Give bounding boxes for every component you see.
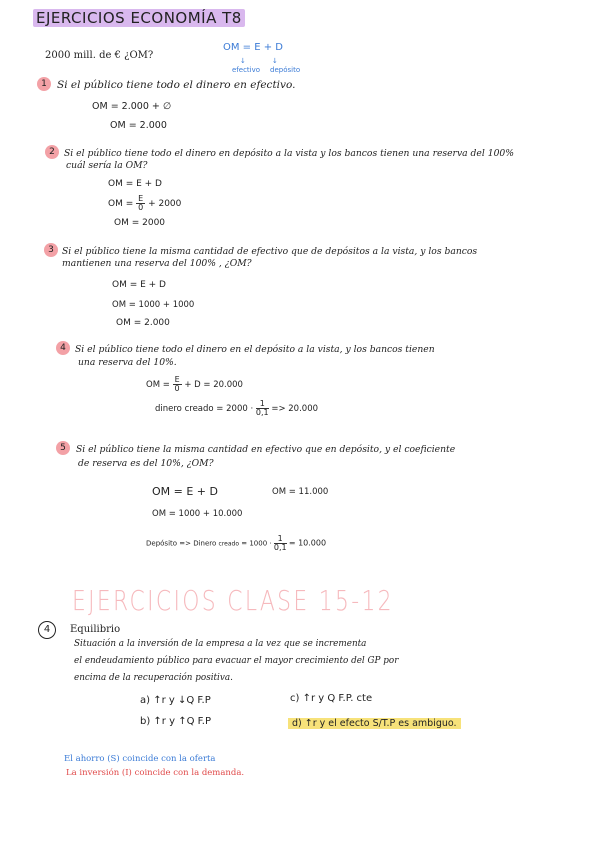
exercise-3-eq1: OM = E + D <box>112 280 166 290</box>
intro-line: 2000 mill. de € ¿OM? <box>45 50 154 61</box>
fraction-numerator: 1 <box>274 535 287 544</box>
fraction-numerator: E <box>138 194 144 203</box>
fraction-numerator: E <box>174 375 180 384</box>
note-inversion: La inversión (I) coincide con la demanda. <box>66 768 245 778</box>
exercise-number-badge: 5 <box>56 441 70 455</box>
exercise-number-badge: 1 <box>37 77 51 91</box>
exercise-1-eq1: OM = 2.000 + ∅ <box>92 101 172 112</box>
exercise-5-result: OM = 11.000 <box>272 487 329 497</box>
exercise-2-eq3: OM = 2000 <box>114 218 166 228</box>
exercise-4-eq1 <box>146 376 243 393</box>
fraction-denominator: 0 <box>138 203 144 212</box>
exercise-3-text-2: mantienen una reserva del 100% , ¿OM? <box>62 258 252 269</box>
clase-paragraph-1: Situación a la inversión de la empresa a la vez que se incrementa <box>74 639 367 649</box>
exercise-2-text-1: Si el público tiene todo el dinero en depósito a la vista y los bancos tienen una reserva del 100% <box>64 148 514 159</box>
fraction-numerator: 1 <box>256 400 269 409</box>
clase-paragraph-3: encima de la recuperación positiva. <box>74 673 233 683</box>
option-d-highlight: d) ↑r y el efecto S/T.P es ambiguo. <box>288 718 461 729</box>
page-title <box>33 9 245 27</box>
exercise-3-eq2: OM = 1000 + 1000 <box>112 300 195 310</box>
efectivo-label: efectivo <box>232 66 261 74</box>
exercise-3-text-1: Si el público tiene la misma cantidad de efectivo que de depósitos a la vista, y los bancos <box>62 246 478 257</box>
exercise-5-eq3 <box>146 535 326 552</box>
note-ahorro: El ahorro (S) coincide con la oferta <box>64 754 216 764</box>
deposito-label: Depósito => Dinero <box>146 539 217 548</box>
option-a: a) ↑r y ↓Q F.P <box>140 695 211 706</box>
option-b: b) ↑r y ↑Q F.P <box>140 716 211 727</box>
fraction <box>173 376 182 393</box>
section-title: EJERCICIOS CLASE 15-12 <box>72 584 394 617</box>
arrow-down-icon: ↓ <box>272 57 278 65</box>
eq-multiplier: = 1000 · <box>241 539 272 548</box>
exercise-4-text-2: una reserva del 10%. <box>78 357 177 368</box>
exercise-4-eq2 <box>155 400 318 417</box>
exercise-5-text-1: Si el público tiene la misma cantidad en efectivo que en depósito, y el coeficiente <box>76 444 456 455</box>
option-d <box>288 718 461 729</box>
eq-result: => 20.000 <box>271 404 319 414</box>
clase-paragraph-2: el endeudamiento público para evacuar el mayor crecimiento del GP por <box>74 656 399 666</box>
exercise-5-eq2: OM = 1000 + 10.000 <box>152 509 243 519</box>
exercise-2-eq2 <box>108 195 181 212</box>
creado-label: creado <box>218 540 240 548</box>
dinero-creado-label: dinero creado = <box>155 404 224 414</box>
exercise-3-eq3: OM = 2.000 <box>116 318 170 328</box>
exercise-1-text: Si el público tiene todo el dinero en efectivo. <box>57 79 296 91</box>
om-definition: OM = E + D <box>223 42 283 53</box>
exercise-1-eq2: OM = 2.000 <box>110 120 167 131</box>
page-title-text: EJERCICIOS ECONOMÍA T8 <box>33 9 245 27</box>
fraction-denominator: 0,1 <box>255 408 269 417</box>
eq-lhs: OM = <box>108 199 134 209</box>
exercise-number-badge: 3 <box>44 243 58 257</box>
eq-result: = 10.000 <box>288 538 327 548</box>
section-heading: Equilibrio <box>70 624 121 635</box>
exercise-number-badge: 2 <box>45 145 59 159</box>
exercise-number-badge: 4 <box>56 341 70 355</box>
fraction-denominator: 0 <box>174 384 180 393</box>
eq-rhs: + D = 20.000 <box>184 380 243 390</box>
fraction-denominator: 0,1 <box>273 543 287 552</box>
eq-rhs: + 2000 <box>148 199 182 209</box>
exercise-5-text-2: de reserva es del 10%, ¿OM? <box>78 458 214 469</box>
fraction <box>136 195 145 212</box>
eq-multiplier: 2000 · <box>226 404 254 414</box>
deposito-label: depósito <box>270 66 301 74</box>
exercise-4-text-1: Si el público tiene todo el dinero en el depósito a la vista, y los bancos tienen <box>75 344 435 355</box>
option-c: c) ↑r y Q F.P. cte <box>290 693 373 704</box>
exercise-2-eq1: OM = E + D <box>108 179 162 189</box>
arrow-down-icon: ↓ <box>240 57 246 65</box>
exercise-2-text-2: cuál sería la OM? <box>66 160 148 171</box>
fraction <box>256 400 269 417</box>
exercise-5-eq1: OM = E + D <box>152 485 218 498</box>
fraction <box>274 535 287 552</box>
exercise-number-circle: 4 <box>38 621 56 639</box>
eq-lhs: OM = <box>146 380 170 390</box>
